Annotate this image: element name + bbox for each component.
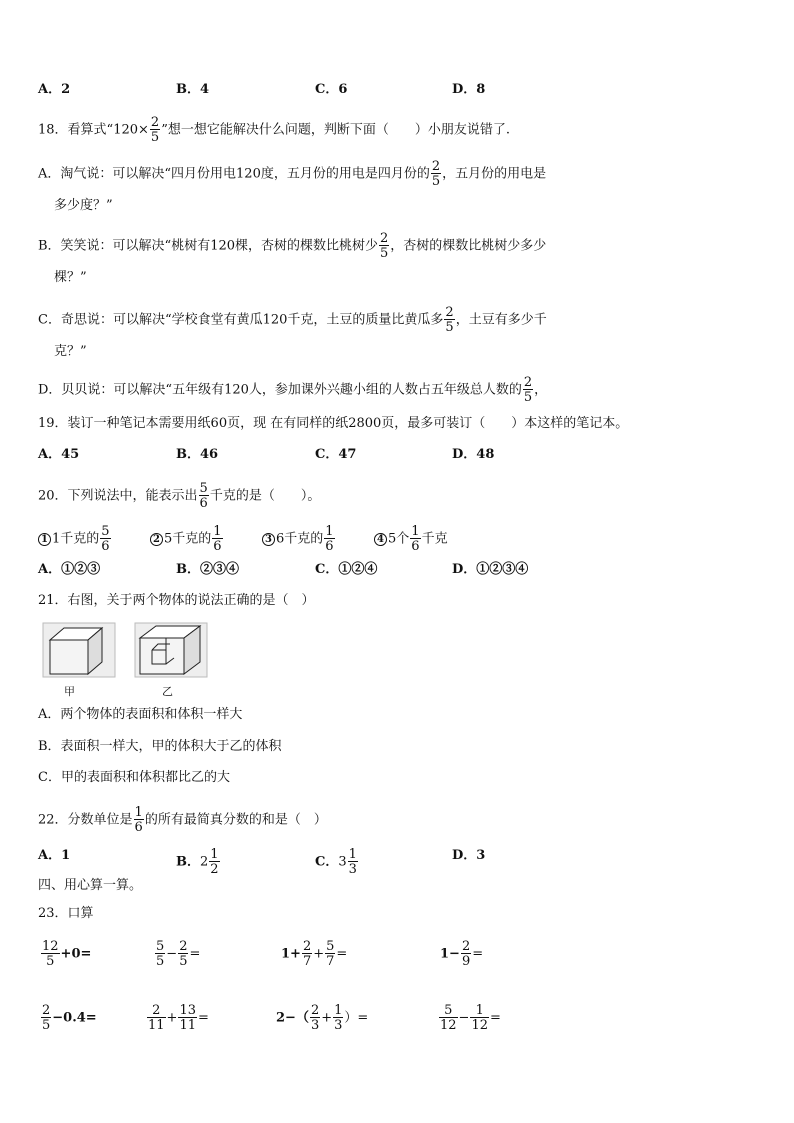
fraction: $\frac{1}{6}$ (213, 524, 222, 554)
fraction: $\frac{2}{5}$ (380, 231, 389, 261)
q22-stem: 22．分数单位是 $\frac{1}{6}$ 的所有最简真分数的和是（ ） (38, 805, 327, 835)
section-heading: 四、用心算一算。 (38, 878, 143, 893)
fraction: $\frac{2}{5}$ (150, 115, 160, 145)
q18-option-a[interactable]: A．淘气说：可以解决“四月份用电120度，五月份的用电是四月份的 $\frac{2}{5}$ ，五月份的用电是 (38, 159, 547, 189)
solid-cube-figure (43, 623, 115, 677)
fraction: $\frac{1}{6}$ (411, 524, 420, 554)
q22-option-b[interactable]: B．2 $\frac{1}{2}$ (176, 847, 219, 877)
figure-label-yi: 乙 (162, 685, 173, 698)
calc-r2-e4: $\frac{5}{12}$ − $\frac{1}{12}$ = (440, 1003, 501, 1033)
q17-option-b[interactable]: B．4 (176, 82, 210, 97)
q18-option-b[interactable]: B．笑笑说：可以解决“桃树有120棵，杏树的棵数比桃树少 $\frac{2}{5}$ ，杏树的棵数比桃树少多少 (38, 231, 547, 261)
fraction: $\frac{2}{11}$ (148, 1003, 165, 1033)
q20-item-2: 2 5千克的 $\frac{1}{6}$ (150, 525, 224, 553)
fraction: $\frac{1}{12}$ (471, 1003, 488, 1033)
q19-option-d[interactable]: D．48 (452, 447, 495, 462)
q21-option-c[interactable]: C．甲的表面积和体积都比乙的大 (38, 770, 230, 785)
fraction: $\frac{2}{5}$ (179, 939, 188, 969)
fraction: $\frac{2}{5}$ (42, 1003, 51, 1033)
q22-option-c[interactable]: C．3 $\frac{1}{3}$ (315, 847, 357, 877)
fraction: $\frac{2}{3}$ (310, 1003, 320, 1033)
fraction: $\frac{12}{5}$ (42, 939, 59, 969)
q20-item-4: 4 5个 $\frac{1}{6}$ 千克 (374, 525, 448, 553)
calc-r1-e1: $\frac{12}{5}$ +0= (42, 939, 92, 969)
fraction: $\frac{1}{2}$ (210, 847, 219, 877)
q21-stem: 21．右图，关于两个物体的说法正确的是（ ） (38, 593, 315, 608)
q20-option-b[interactable]: B．②③④ (176, 562, 239, 577)
q23-title: 23．口算 (38, 906, 94, 921)
q20-item-1: 1 1千克的 $\frac{5}{6}$ (38, 525, 112, 553)
fraction: $\frac{13}{11}$ (179, 1003, 196, 1033)
q20-option-a[interactable]: A．①②③ (38, 562, 101, 577)
fraction: $\frac{1}{3}$ (334, 1003, 343, 1033)
fraction: $\frac{5}{12}$ (440, 1003, 457, 1033)
figure-label-jia: 甲 (64, 685, 75, 698)
fraction: $\frac{5}{7}$ (326, 939, 335, 969)
fraction: $\frac{1}{6}$ (325, 524, 334, 554)
q21-option-a[interactable]: A．两个物体的表面积和体积一样大 (38, 707, 243, 722)
q22-option-d[interactable]: D．3 (452, 848, 486, 863)
fraction: $\frac{5}{6}$ (199, 481, 208, 511)
q21-figures (40, 620, 210, 682)
fraction: $\frac{2}{5}$ (445, 305, 454, 335)
notched-cube-figure (135, 623, 207, 677)
calc-r2-e2: $\frac{2}{11}$ + $\frac{13}{11}$ = (148, 1003, 209, 1033)
fraction: $\frac{5}{5}$ (156, 939, 165, 969)
fraction: $\frac{2}{5}$ (523, 375, 533, 405)
q19-option-c[interactable]: C．47 (315, 447, 357, 462)
calc-r1-e2: $\frac{5}{5}$ − $\frac{2}{5}$ = (156, 939, 201, 969)
q17-option-c[interactable]: C．6 (315, 82, 348, 97)
calc-r1-e4: 1− $\frac{2}{9}$ = (440, 939, 484, 969)
q20-item-3: 3 6千克的 $\frac{1}{6}$ (262, 525, 336, 553)
q17-option-d[interactable]: D．8 (452, 82, 486, 97)
fraction: $\frac{2}{9}$ (461, 939, 471, 969)
calc-r2-e3: 2−（ $\frac{2}{3}$ + $\frac{1}{3}$ ）= (276, 1003, 369, 1033)
q19-stem: 19．装订一种笔记本需要用纸60页，现 在有同样的纸2800页，最多可装订（ ）本这样的笔记本。 (38, 416, 629, 431)
calc-r1-e3: 1+ $\frac{2}{7}$ + $\frac{5}{7}$ = (281, 939, 348, 969)
q18-option-c-cont: 克？” (54, 344, 87, 359)
q19-option-b[interactable]: B．46 (176, 447, 219, 462)
fraction: $\frac{5}{6}$ (101, 524, 110, 554)
q20-stem: 20．下列说法中，能表示出 $\frac{5}{6}$ 千克的是（ ）。 (38, 481, 321, 511)
fraction: $\frac{2}{7}$ (302, 939, 312, 969)
fraction: $\frac{1}{6}$ (134, 805, 143, 835)
q18-option-d[interactable]: D．贝贝说：可以解决“五年级有120人，参加课外兴趣小组的人数占五年级总人数的 $\frac{2}{5}$ ， (38, 375, 548, 405)
q18-stem: 18．看算式“120× $\frac{2}{5}$ ”想一想它能解决什么问题，判断下面（ ）小朋友说错了. (38, 115, 510, 145)
fraction: $\frac{1}{3}$ (348, 847, 357, 877)
q22-option-a[interactable]: A．1 (38, 848, 71, 863)
q18-option-b-cont: 棵？” (54, 270, 87, 285)
q18-option-c[interactable]: C．奇思说：可以解决“学校食堂有黄瓜120千克，土豆的质量比黄瓜多 $\frac{2}{5}$ ，土豆有多少千 (38, 305, 547, 335)
q19-option-a[interactable]: A．45 (38, 447, 80, 462)
calc-r2-e1: $\frac{2}{5}$ −0.4= (42, 1003, 97, 1033)
q21-option-b[interactable]: B．表面积一样大，甲的体积大于乙的体积 (38, 739, 282, 754)
q18-option-a-cont: 多少度？” (54, 198, 113, 213)
fraction: $\frac{2}{5}$ (431, 159, 441, 189)
q20-option-c[interactable]: C．①②④ (315, 562, 378, 577)
q17-option-a[interactable]: A．2 (38, 82, 71, 97)
q20-option-d[interactable]: D．①②③④ (452, 562, 529, 577)
